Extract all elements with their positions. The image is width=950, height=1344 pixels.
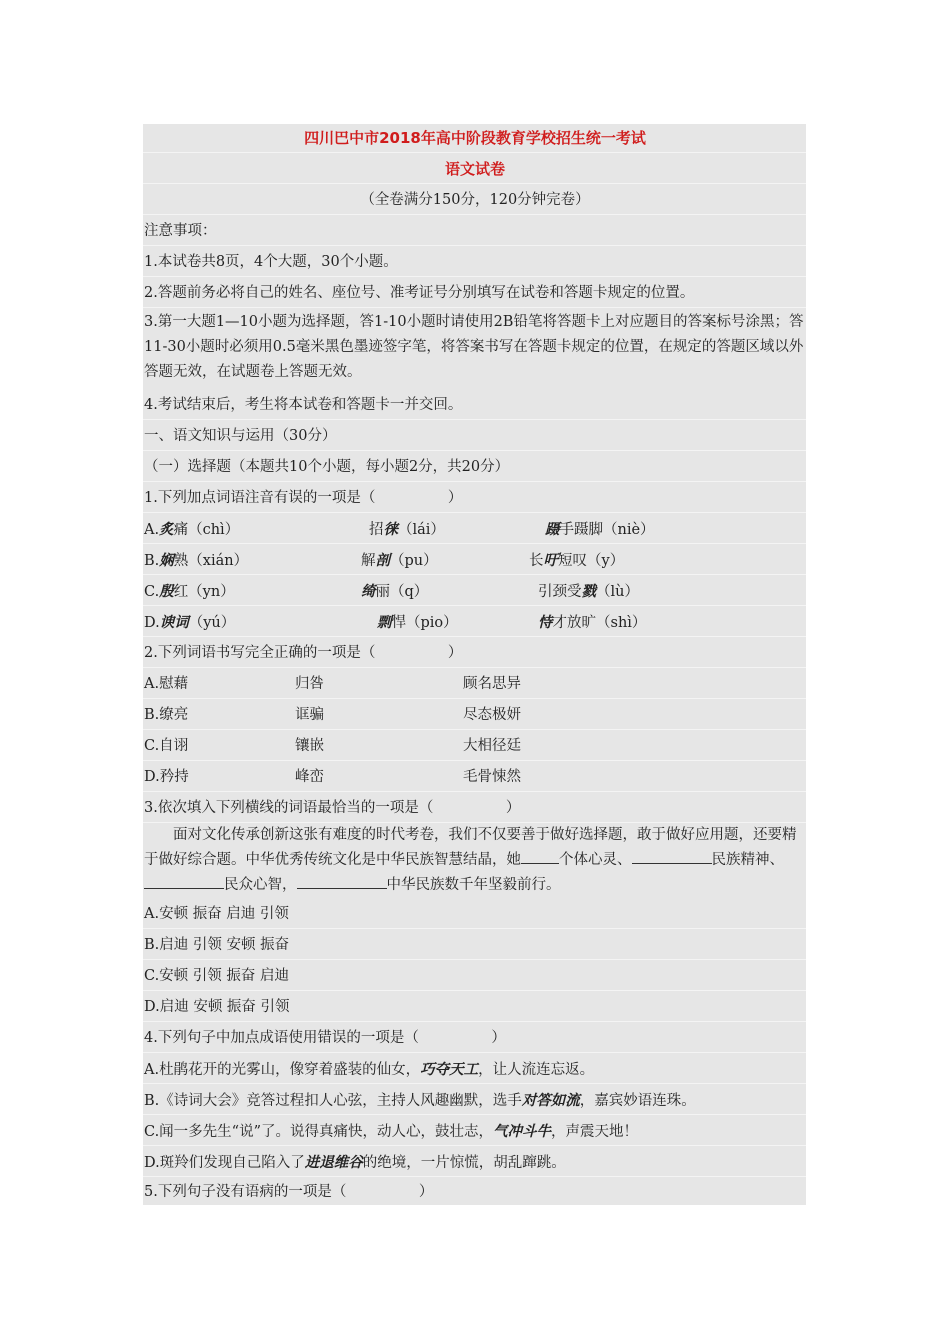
option-prefix: D.	[144, 615, 160, 631]
dotted-word: 绮	[361, 583, 376, 600]
pinyin-text: 红（yn）	[173, 584, 235, 600]
dotted-word: 徕	[383, 521, 398, 538]
pinyin-text: 丽（q）	[375, 584, 429, 600]
passage-text: 民族精神、	[711, 852, 784, 868]
question-5-stem: 5.下列句子没有语病的一项是（ ）	[144, 1184, 434, 1200]
q4-option-b	[143, 1086, 806, 1115]
option-prefix: A.	[144, 522, 160, 538]
dotted-word: 殷	[159, 583, 174, 600]
passage-text: 面对文化传承创新这张有难度的时代考卷，我们不仅要善于做好选择题，敢于做好应用题，还要精于做好综合题。中华优秀传统文化是中华民族智慧结晶，她	[144, 827, 797, 868]
dotted-word: 剽	[377, 614, 392, 631]
passage-text: 个体心灵、	[559, 852, 632, 868]
word-text: 引颈受	[538, 584, 582, 600]
section-subheading: （一）选择题（本题共10个小题，每小题2分，共20分）	[143, 453, 806, 482]
option-prefix: C.	[144, 584, 160, 600]
note-item: 4.考试结束后，考生将本试卷和答题卡一并交回。	[143, 391, 806, 420]
dotted-word: 吁	[543, 552, 558, 569]
option-word: 毛骨悚然	[463, 769, 521, 785]
question-2-stem: 2.下列词语书写完全正确的一项是（ ）	[143, 639, 806, 668]
q2-option-c	[143, 732, 806, 761]
pinyin-text: （pu）	[390, 553, 438, 569]
option-text: B.《诗词大会》竞答过程扣人心弦，主持人风趣幽默，选手	[144, 1093, 522, 1109]
q4-option-d	[143, 1148, 806, 1177]
dotted-idiom: 进退维谷	[304, 1154, 363, 1171]
option-text: C.闻一多先生“说”了。说得真痛快，动人心，鼓壮志，	[144, 1124, 494, 1140]
notes-heading: 注意事项：	[143, 217, 806, 246]
question-3-stem: 3.依次填入下列横线的词语最恰当的一项是（ ）	[143, 794, 806, 823]
option-word: 尽态极妍	[463, 707, 521, 723]
pinyin-text: 手蹑脚（niè）	[559, 522, 655, 538]
q3-option-a: A.安顿 振奋 启迪 引领	[143, 900, 806, 929]
option-word: 诓骗	[295, 707, 324, 723]
exam-subtitle: 语文试卷	[143, 155, 806, 184]
pinyin-text: 熟（xián）	[173, 553, 249, 569]
option-prefix: B.	[144, 553, 160, 569]
dotted-idiom: 气冲斗牛	[493, 1123, 552, 1140]
note-item: 1.本试卷共8页，4个大题，30个小题。	[143, 248, 806, 277]
word-text: 长	[529, 553, 544, 569]
dotted-word: 戮	[581, 583, 596, 600]
q1-option-c	[143, 577, 806, 606]
pinyin-text: （yú）	[188, 615, 236, 631]
q4-option-a	[143, 1055, 806, 1084]
option-text: ，嘉宾妙语连珠。	[579, 1093, 696, 1109]
dotted-idiom: 对答如流	[521, 1092, 580, 1109]
pinyin-text: 才放旷（shì）	[552, 615, 647, 631]
pinyin-text: （lái）	[398, 522, 445, 538]
word-text: 解	[361, 553, 376, 569]
option-text: D.斑羚们发现自己陷入了	[144, 1155, 305, 1171]
exam-title: 四川巴中市2018年高中阶段教育学校招生统一考试	[143, 124, 806, 153]
exam-page	[143, 124, 806, 1205]
dotted-word: 剖	[375, 552, 390, 569]
fill-blank	[521, 849, 559, 864]
q1-option-a	[143, 515, 806, 544]
passage-text: 中华民族数千年坚毅前行。	[386, 877, 561, 893]
option-text: 的绝境，一片惊慌，胡乱蹿跳。	[362, 1155, 566, 1171]
option-word: 归咎	[295, 676, 324, 692]
dotted-word: 娴	[159, 552, 174, 569]
question-1-stem: 1.下列加点词语注音有误的一项是（ ）	[143, 484, 806, 513]
section-heading: 一、语文知识与运用（30分）	[143, 422, 806, 451]
note-item: 3.第一大题1—10小题为选择题，答1-10小题时请使用2B铅笔将答题卡上对应题目的答案标号涂黑；答11-30小题时必须用0.5毫米黑色墨迹签字笔，将答案书写在答题卡规定的位置，在规定的答题区域以外答题无效，在试题卷上答题无效。	[144, 314, 804, 380]
note-item: 2.答题前务必将自己的姓名、座位号、准考证号分别填写在试卷和答题卡规定的位置。	[143, 279, 806, 308]
q3-option-c: C.安顿 引领 振奋 启迪	[143, 962, 806, 991]
pinyin-text: 痛（chì）	[173, 522, 240, 538]
q3-option-b: B.启迪 引领 安顿 振奋	[143, 931, 806, 960]
option-word: D.矜持	[144, 769, 189, 785]
option-word: A.慰藉	[144, 676, 189, 692]
pinyin-text: （lù）	[596, 584, 639, 600]
option-word: 镶嵌	[295, 738, 324, 754]
option-word: 大相径廷	[463, 738, 521, 754]
q1-option-b	[143, 546, 806, 575]
option-word: 顾名思异	[463, 676, 521, 692]
fill-blank	[297, 874, 387, 889]
dotted-word: 谀词	[159, 614, 189, 631]
fill-blank	[632, 849, 712, 864]
passage-text: 民众心智，	[224, 877, 297, 893]
dotted-word: 蹑	[545, 521, 560, 538]
option-text: ，让人流连忘返。	[478, 1062, 595, 1078]
option-word: C.自诩	[144, 738, 189, 754]
q4-option-c	[143, 1117, 806, 1146]
fill-blank	[144, 874, 224, 889]
dotted-word: 炙	[159, 521, 174, 538]
question-3-passage	[143, 823, 806, 898]
exam-meta: （全卷满分150分，120分钟完卷）	[143, 186, 806, 215]
question-4-stem: 4.下列句子中加点成语使用错误的一项是（ ）	[143, 1024, 806, 1053]
dotted-idiom: 巧夺天工	[420, 1061, 479, 1078]
word-text: 招	[369, 522, 384, 538]
option-word: 峰峦	[295, 769, 324, 785]
q3-option-d: D.启迪 安顿 振奋 引领	[143, 993, 806, 1022]
dotted-word: 恃	[538, 614, 553, 631]
pinyin-text: 短叹（y）	[558, 553, 625, 569]
option-word: B.缭亮	[144, 707, 189, 723]
option-text: ，声震天地！	[551, 1124, 639, 1140]
q1-option-d	[143, 608, 806, 637]
option-text: A.杜鹃花开的光雾山，像穿着盛装的仙女，	[144, 1062, 421, 1078]
q2-option-b	[143, 701, 806, 730]
q2-option-d	[143, 763, 806, 792]
pinyin-text: 悍（pio）	[391, 615, 458, 631]
q2-option-a	[143, 670, 806, 699]
